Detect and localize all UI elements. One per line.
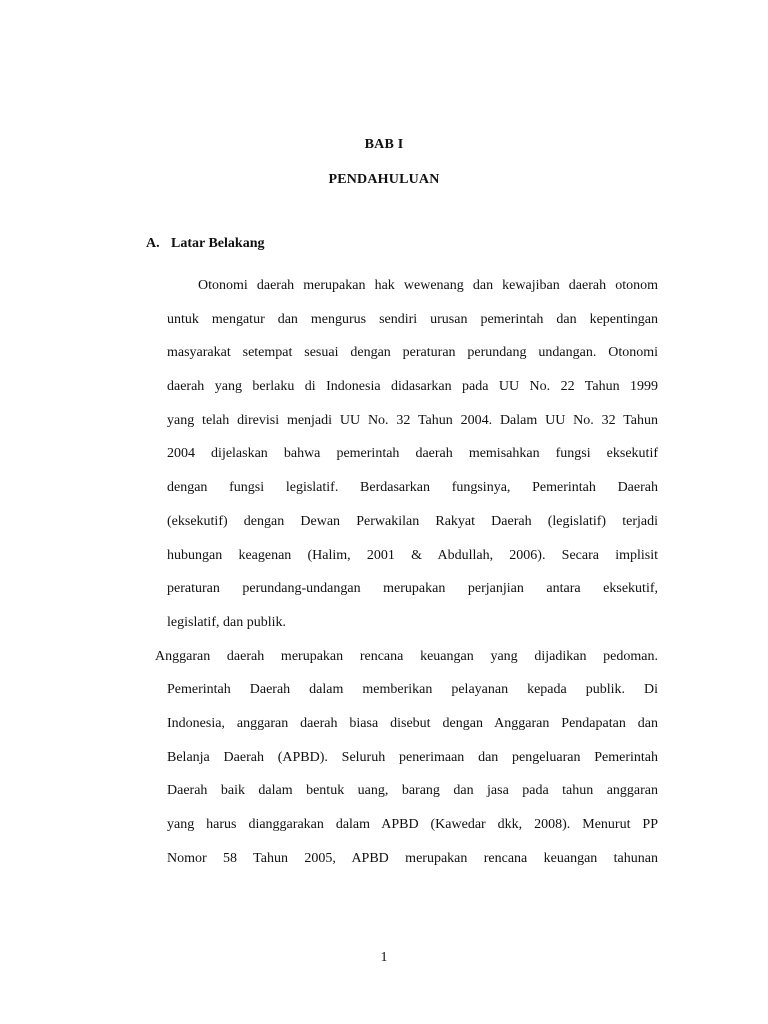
paragraph-line: untuk mengatur dan mengurus sendiri urusan pemerintah dan kepentingan	[167, 311, 658, 327]
paragraph-line: Anggaran daerah merupakan rencana keuangan yang dijadikan pedoman.	[155, 648, 658, 664]
paragraph-line: dengan fungsi legislatif. Berdasarkan fungsinya, Pemerintah Daerah	[167, 480, 658, 496]
paragraph-line: daerah yang berlaku di Indonesia didasarkan pada UU No. 22 Tahun 1999	[167, 379, 658, 395]
paragraph-line: yang harus dianggarakan dalam APBD (Kawedar dkk, 2008). Menurut PP	[167, 817, 658, 832]
section-title: Latar Belakang	[171, 236, 265, 251]
paragraph-line: Indonesia, anggaran daerah biasa disebut dengan Anggaran Pendapatan dan	[167, 715, 658, 731]
paragraph-line: Otonomi daerah merupakan hak wewenang dan kewajiban daerah otonom	[198, 278, 658, 293]
paragraph-line: masyarakat setempat sesuai dengan peraturan perundang undangan. Otonomi	[167, 345, 658, 361]
paragraph-line: Daerah baik dalam bentuk uang, barang dan jasa pada tahun anggaran	[167, 783, 658, 799]
paragraph-line: Belanja Daerah (APBD). Seluruh penerimaan dan pengeluaran Pemerintah	[167, 749, 658, 765]
paragraph-2	[155, 640, 658, 876]
paragraph-line: legislatif, dan publik.	[167, 614, 286, 630]
paragraph-line: Pemerintah Daerah dalam memberikan pelayanan kepada publik. Di	[167, 682, 658, 698]
section-marker: A.	[146, 236, 160, 251]
body-text	[155, 269, 658, 875]
paragraph-line: 2004 dijelaskan bahwa pemerintah daerah memisahkan fungsi eksekutif	[167, 446, 658, 462]
paragraph-line: hubungan keagenan (Halim, 2001 & Abdullah, 2006). Secara implisit	[167, 547, 658, 563]
page-number: 1	[380, 950, 388, 965]
chapter-title: PENDAHULUAN	[328, 172, 440, 187]
paragraph-line: yang telah direvisi menjadi UU No. 32 Tahun 2004. Dalam UU No. 32 Tahun	[167, 412, 658, 428]
paragraph-1	[167, 269, 658, 640]
paragraph-line: peraturan perundang-undangan merupakan perjanjian antara eksekutif,	[167, 581, 658, 597]
paragraph-line: (eksekutif) dengan Dewan Perwakilan Rakyat Daerah (legislatif) terjadi	[167, 513, 658, 529]
chapter-number: BAB I	[364, 137, 404, 152]
section-heading	[146, 236, 264, 252]
paragraph-line: Nomor 58 Tahun 2005, APBD merupakan rencana keuangan tahunan	[167, 850, 658, 866]
